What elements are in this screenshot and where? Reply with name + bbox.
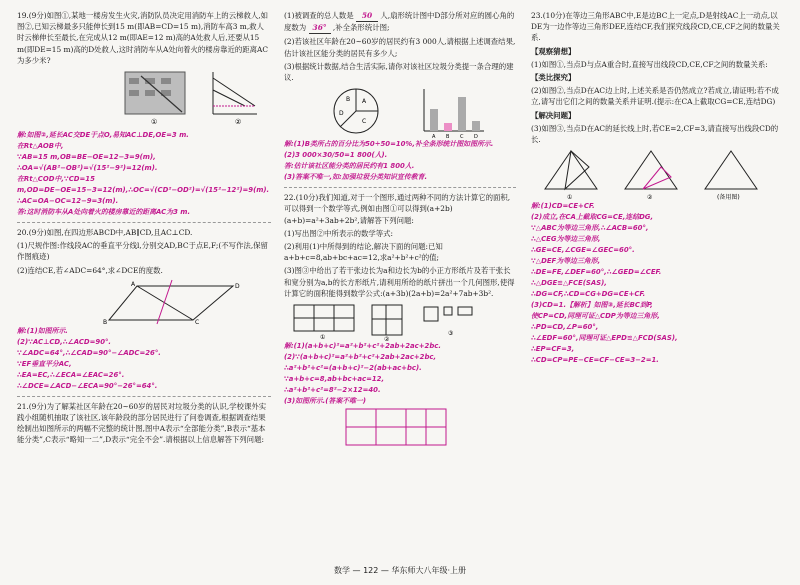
answer-line: ∴CD=CP=PE−CE=CF−CE=3−2=1. (531, 356, 659, 365)
answer-line: (3)CD=1.【解析】如图③,延长BC到P, (531, 301, 653, 310)
fig-label: ② (647, 194, 653, 202)
q19-stem: 19.(9分)如图①,某地一楼房发生火灾,消防队员决定用消防车上的云梯救人,如图②,已知云梯最多只能伸长到15 m(即AB=CD=15 m),消防车高3 m,救人时云梯伸长至最长,在完成从12 m(即AE=12 m)高的A处救人后,还要从15 m(即DE=15 m)高的D处救人,这时消防车从A处向着火的楼房靠近的距离AC为多少米? (17, 11, 269, 65)
q21-part1 (284, 10, 516, 34)
answer-line: 解:(1)CD=CE+CF. (531, 202, 595, 211)
fig-label: ① (567, 194, 573, 202)
answer-line: 解:(1)(a+b+c)²=a²+b²+c²+2ab+2ac+2bc. (284, 342, 441, 351)
column-right (531, 10, 787, 366)
q23-heading-2: 【类比探究】 (531, 73, 576, 83)
q20-answer (17, 326, 271, 392)
answer-line: ∴EA=EC,∴∠ECA=∠EAC=26°. (17, 370, 125, 379)
q23-figures (531, 147, 787, 201)
svg-text:D: D (474, 134, 478, 140)
q23-part2: (2)如图②,当点D在AC边上时,上述关系是否仍然成立?若成立,请证明;若不成立,请写出它们之间的数量关系并证明.(提示:在CA上截取CG=CE,连结DG) (531, 86, 779, 107)
answer-line: 在Rt△AOB中, (17, 142, 64, 151)
page-footer: 数学 — 122 — 华东师大八年级·上册 (334, 566, 466, 575)
q22-answer (284, 341, 516, 407)
fig-label: ② (384, 336, 390, 342)
svg-text:B: B (446, 134, 450, 140)
q22-figures (284, 301, 516, 341)
q19-figure-svg (17, 68, 271, 130)
q19-figures (17, 68, 271, 130)
answer-line: ∵a+b+c=8,ab+bc+ac=12, (284, 375, 385, 384)
answer-line: (2)∵AC⊥CD,∴∠ACD=90°. (17, 337, 112, 346)
q22-answer-figure (284, 407, 516, 447)
svg-text:C: C (362, 118, 367, 126)
answer-line: ∵AB=15 m,OB=BE−OE=12−3=9(m), (17, 153, 156, 162)
q23-part3: (3)如图③,当点D在AC的延长线上时,若CE=2,CF=3,请直接写出线段CD的长. (531, 123, 779, 145)
fig1-label: ① (151, 118, 158, 127)
q21-blank-angle: 36° (309, 22, 331, 34)
q22-part2: (2)利用(1)中所得到的结论,解决下面的问题:已知a+b+c=8,ab+bc+ac=12,求a²+b²+c²的值; (284, 242, 443, 263)
answer-line: ∵△DEF为等边三角形, (531, 257, 601, 266)
svg-text:C: C (195, 318, 200, 326)
divider (17, 396, 271, 397)
answer-line: ∵EF垂直平分AC, (17, 359, 72, 368)
q21-p1-text: (1)被调查的总人数是 (284, 11, 354, 20)
q23-heading-1: 【观察猜想】 (531, 46, 576, 56)
bar-D (472, 121, 480, 131)
answer-line: ∴△CEG为等边三角形, (531, 235, 601, 244)
answer-line: 解:如图②,延长AC交DE于点O,易知AC⊥DE,OE=3 m. (17, 131, 189, 140)
q22-stem: 22.(10分)我们知道,对于一个图形,通过两种不同的方法计算它的面积,可以得到一个数学等式,例如由图①可以得到(a+2b)(a+b)=a²+3ab+2b²,请解答下列问题: (284, 193, 511, 225)
q23-answer (531, 201, 787, 366)
bar-A (430, 109, 438, 131)
svg-text:A: A (432, 134, 436, 140)
answer-line: ∴∠EDF=60°,同理可证△EPD≌△FCD(SAS), (531, 334, 678, 343)
svg-text:B: B (346, 96, 351, 104)
q22-part1: (1)写出图②中所表示的数学等式: (284, 228, 394, 238)
q21-part3: (3)根据统计数据,结合生活实际,请你对该社区垃圾分类提一条合理的建议. (284, 61, 514, 83)
answer-line: (2)成立,在CA上截取CG=CE,连结DG, (531, 213, 654, 222)
answer-line: 解:(1)B类所占的百分比为50÷50=10%,补全条形统计图如图所示. (284, 140, 494, 149)
tiling-svg (284, 407, 516, 447)
q21-blank-total: 50 (356, 10, 378, 22)
q22-part3: (3)图③中给出了若干张边长为a和边长为b的小正方形纸片及若干张长和宽分别为a,b的长方形纸片,请利用所给的纸片拼出一个几何图形,使得计算它的面积能得到数学公式:(a+3b)(2a+b)=2a²+7ab+3b². (284, 266, 515, 298)
fig-label: (备用图) (717, 194, 740, 202)
answer-line: ∴GE=CE,∠CGE=∠GEC=60°. (531, 246, 635, 255)
answer-line: (3)如图所示.(答案不唯一) (284, 397, 367, 406)
answer-line: ∴DG=CF,∴CD=CG+DG=CE+CF. (531, 290, 646, 299)
answer-line: ∴a²+b²+c²=8²−2×12=40. (284, 386, 381, 395)
answer-line: 使CP=CD,同理可证△CDP为等边三角形, (531, 312, 660, 321)
q21-part2: (2)若该社区年龄在20~60岁的居民约有3 000人,请根据上述调查结果,估计该社区能分类的居民有多少人; (284, 37, 516, 58)
answer-line: (2)3 000×30/50=1 800(人). (284, 151, 388, 160)
q21-p1-text3: ,补全条形统计图; (332, 23, 390, 33)
bar-B (444, 123, 452, 131)
bar-C (458, 97, 466, 131)
q21-stem: 21.(9分)为了解某社区年龄在20~60岁的居民对垃圾分类的认识,学校课外实践小组随机抽取了该社区,该年龄段的部分居民进行了问卷调查,根据调查结果绘制出如图所示的两幅不完整的统计图,图中A表示“全部能分类”,B表示“基本能分类”,C表示“略知一二”,D表示“完全不会”.请根据以上信息解答下列问题: (17, 401, 267, 445)
answer-line: ∴PD=CD,∠P=60°, (531, 323, 599, 332)
q23-figures-svg (531, 147, 787, 201)
fig2-label: ② (235, 118, 242, 127)
q21-charts (284, 85, 516, 139)
q20-part1: (1)尺规作图:作线段AC的垂直平分线l,分别交AD,BC于点E,F;(不写作法,保留作图痕迹) (17, 241, 268, 262)
svg-text:D: D (339, 110, 344, 118)
q21-charts-svg (284, 85, 516, 139)
answer-line: (2)∵(a+b+c)²=a²+b²+c²+2ab+2ac+2bc, (284, 353, 437, 362)
q21-p1-text2: 人,扇形统计图中D部分所对应的圆心角的度数为 (284, 11, 515, 33)
svg-text:A: A (131, 280, 136, 288)
answer-line: 答:估计该社区能分类的居民约有1 800人. (284, 162, 415, 171)
q20-figure (17, 278, 271, 326)
answer-line: 解:(1)如图所示. (17, 326, 68, 335)
answer-line: ∵∠ADC=64°,∴∠CAD=90°−∠ADC=26°. (17, 348, 161, 357)
divider (284, 187, 516, 188)
fig-label: ③ (448, 330, 454, 338)
answer-line: ∴AC=OA−OC=12−9=3(m). (17, 197, 119, 206)
answer-line: ∵△ABC为等边三角形,∴∠ACB=60°, (531, 224, 649, 233)
column-left (17, 10, 271, 448)
quadrilateral-svg (17, 278, 271, 326)
q20-part2: (2)连结CE,若∠ADC=64°,求∠DCE的度数. (17, 265, 163, 275)
answer-line: 在Rt△COD中,∵CD=15 m,OD=DE−OE=15−3=12(m),∴OC=√(CD²−OD²)=√(15²−12²)=9(m). (17, 175, 270, 195)
q23-stem: 23.(10分)在等边三角形ABC中,E是边BC上一定点,D是射线AC上一动点,以DE为一边作等边三角形DEF,连结CF,我们探究线段CD,CE,CF之间的数量关系. (531, 11, 780, 43)
q22-figures-svg (284, 301, 516, 341)
answer-line: ∴∠DCE=∠ACD−∠ECA=90°−26°=64°. (17, 381, 158, 390)
svg-text:B: B (103, 318, 108, 326)
q20-stem: 20.(9分)如图,在四边形ABCD中,AB∥CD,且AC⊥CD. (17, 228, 193, 238)
answer-line: ∴OA=√(AB²−OB²)=√(15²−9²)=12(m). (17, 164, 158, 173)
answer-line: ∴DE=FE,∠DEF=60°,∴∠GED=∠CEF. (531, 268, 662, 277)
answer-line: ∴EP=CF=3, (531, 345, 575, 354)
answer-line: ∴a²+b²+c²=(a+b+c)²−2(ab+ac+bc). (284, 364, 422, 373)
answer-line: 答:这时消防车从A处向着火的楼房靠近的距离AC为3 m. (17, 208, 191, 217)
fig-label: ① (320, 334, 326, 342)
answer-line: (3)答案不唯一,如:加强垃圾分类知识宣传教育. (284, 173, 428, 182)
q23-part1: (1)如图①,当点D与点A重合时,直接写出线段CD,CE,CF之间的数量关系: (531, 59, 768, 69)
q23-heading-3: 【解决问题】 (531, 110, 576, 120)
q19-answer (17, 130, 271, 218)
svg-text:A: A (362, 98, 367, 106)
divider (17, 222, 271, 223)
svg-text:C: C (460, 134, 464, 140)
q21-answer (284, 139, 516, 183)
svg-text:D: D (235, 282, 240, 290)
column-middle (284, 10, 516, 447)
answer-line: ∴△DGE≌△FCE(SAS), (531, 279, 607, 288)
